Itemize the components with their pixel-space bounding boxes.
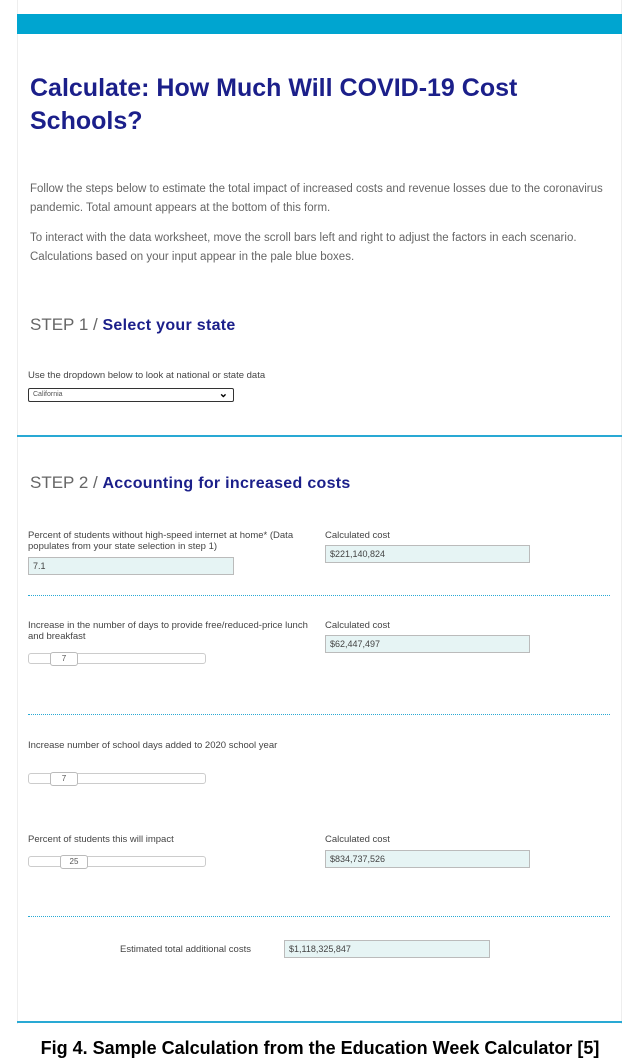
internet-cost-field: $221,140,824 xyxy=(325,545,530,563)
intro-paragraph: Follow the steps below to estimate the total impact of increased costs and revenue losses due to the coronavirus pandemic. Total amount appears at the bottom of this form. xyxy=(30,183,603,214)
slider-thumb[interactable]: 7 xyxy=(50,652,78,666)
step-prefix: STEP 1 / xyxy=(30,315,103,334)
calculated-cost-label: Calculated cost xyxy=(325,834,390,845)
state-selected: California xyxy=(33,391,63,398)
step2-heading xyxy=(30,473,351,493)
instructions-paragraph: To interact with the data worksheet, move the scroll bars left and right to adjust the factors in each scenario. Calculations based on your input appear in the pale blue boxes. xyxy=(30,232,577,263)
calculator-panel xyxy=(17,0,622,1024)
internet-percent-field[interactable]: 7.1 xyxy=(28,557,234,575)
total-label: Estimated total additional costs xyxy=(120,944,251,955)
step-title: Select your state xyxy=(102,317,236,334)
calculated-cost-label: Calculated cost xyxy=(325,530,390,541)
school-days-label: Increase number of school days added to 2020 school year xyxy=(28,740,278,751)
bottom-divider xyxy=(17,1021,622,1023)
total-cost-field: $1,118,325,847 xyxy=(284,940,490,958)
page-title: Calculate: How Much Will COVID-19 Cost Schools? xyxy=(30,74,518,135)
dotted-divider xyxy=(28,595,610,596)
slider-thumb[interactable]: 25 xyxy=(60,855,88,869)
state-select[interactable] xyxy=(28,388,234,402)
chevron-down-icon: ⌄ xyxy=(218,388,228,400)
internet-label: Percent of students without high-speed internet at home* (Data populates from your state selection in step 1) xyxy=(28,530,294,552)
impact-percent-slider[interactable] xyxy=(28,856,206,867)
lunch-days-slider[interactable] xyxy=(28,653,206,664)
figure-caption: Fig 4. Sample Calculation from the Education Week Calculator [5] xyxy=(40,1038,600,1058)
dotted-divider xyxy=(28,714,610,715)
dotted-divider xyxy=(28,916,610,917)
lunch-label: Increase in the number of days to provide free/reduced-price lunch and breakfast xyxy=(28,620,308,642)
calculated-cost-label: Calculated cost xyxy=(325,620,390,631)
step1-heading xyxy=(30,315,236,335)
state-label: Use the dropdown below to look at national or state data xyxy=(28,370,266,381)
divider xyxy=(17,435,622,437)
top-accent-bar xyxy=(17,14,622,34)
impact-label: Percent of students this will impact xyxy=(28,834,174,845)
step-title: Accounting for increased costs xyxy=(102,475,351,492)
slider-thumb[interactable]: 7 xyxy=(50,772,78,786)
step-prefix: STEP 2 / xyxy=(30,473,103,492)
impact-cost-field: $834,737,526 xyxy=(325,850,530,868)
school-days-slider[interactable] xyxy=(28,773,206,784)
lunch-cost-field: $62,447,497 xyxy=(325,635,530,653)
